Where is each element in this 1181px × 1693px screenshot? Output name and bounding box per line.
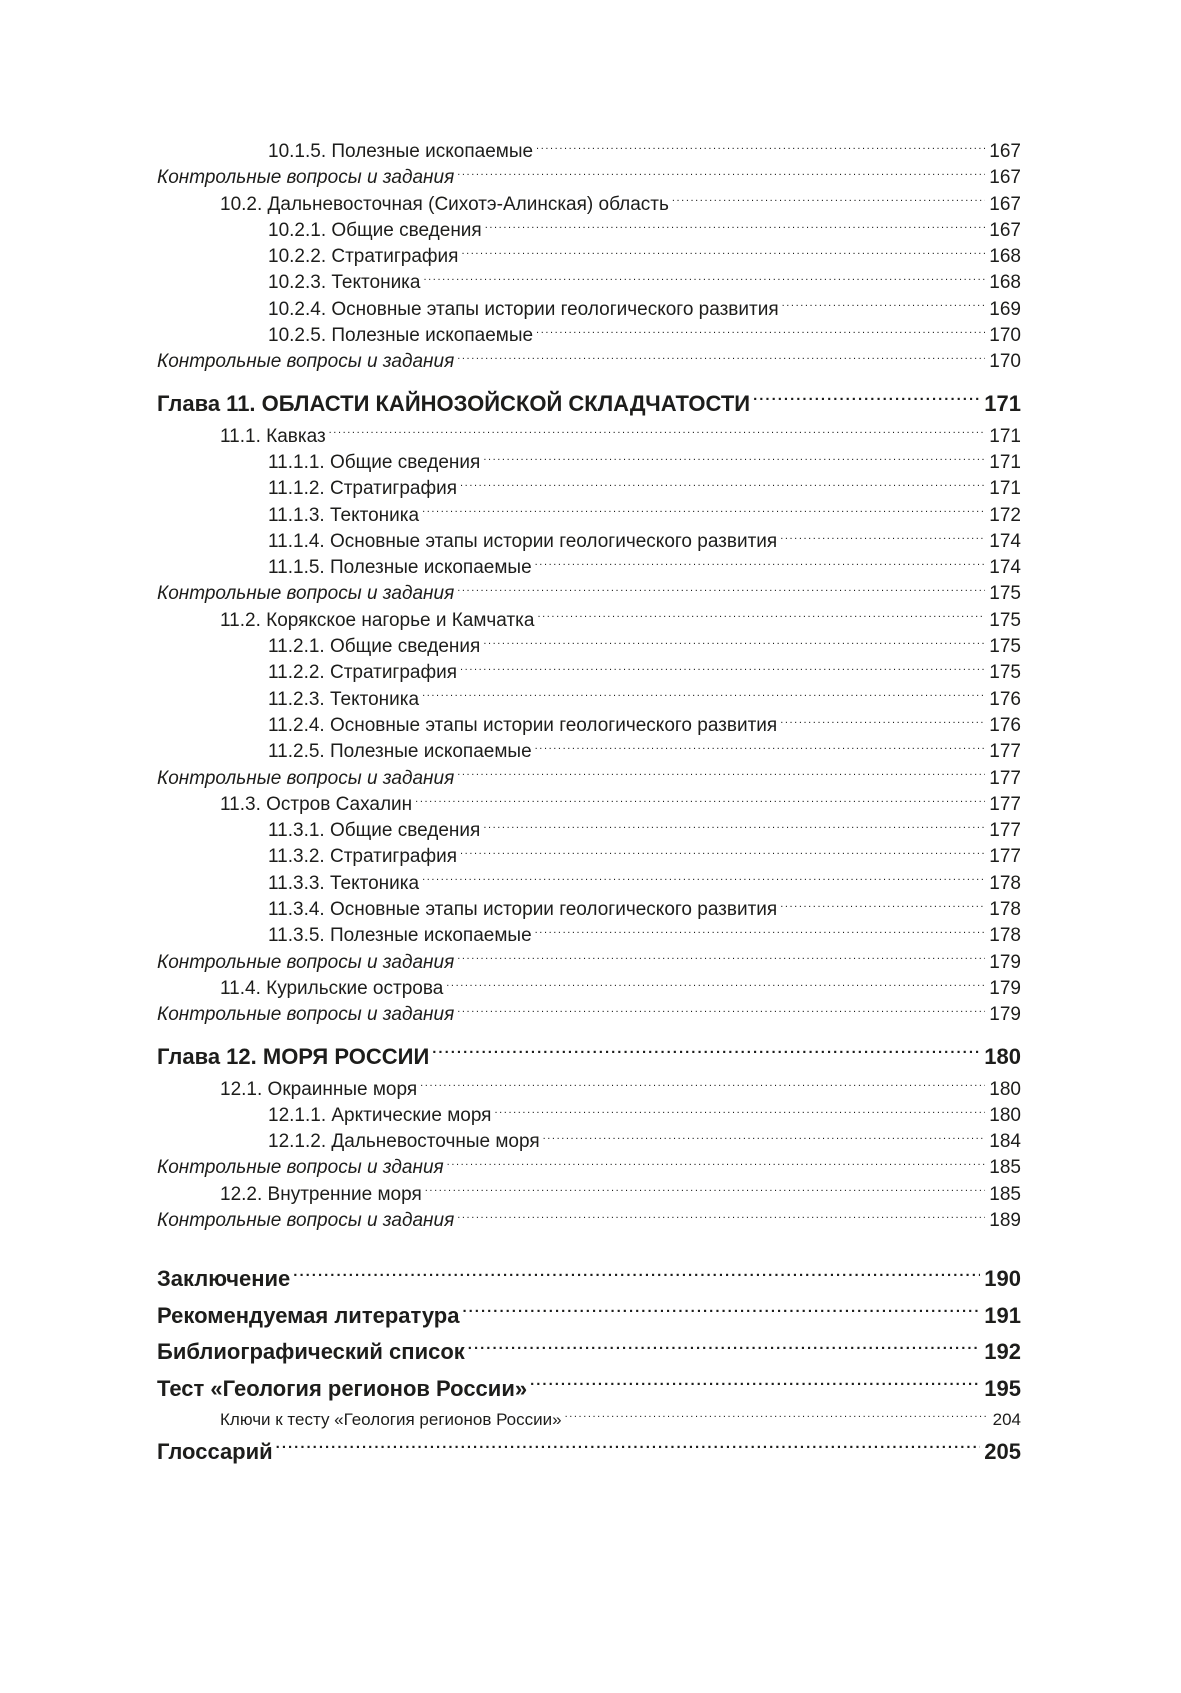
toc-entry[interactable] xyxy=(157,528,1021,554)
toc-entry[interactable] xyxy=(157,922,1021,948)
toc-entry[interactable] xyxy=(157,1434,1021,1471)
page-number: 167 xyxy=(989,193,1021,215)
leader-dots xyxy=(423,269,985,288)
entry-title: 11.3.4. Основные этапы истории геологического развития xyxy=(268,899,778,921)
toc-entry[interactable] xyxy=(157,191,1021,217)
leader-dots xyxy=(293,1264,980,1286)
entry-title: Тест «Геология регионов России» xyxy=(157,1375,528,1401)
page-number: 170 xyxy=(989,325,1021,347)
page-number: 180 xyxy=(989,1104,1021,1126)
page-number: 176 xyxy=(989,688,1021,710)
page-number: 177 xyxy=(989,820,1021,842)
page-number: 174 xyxy=(989,557,1021,579)
entry-title: Контрольные вопросы и здания xyxy=(157,1157,444,1179)
entry-title: 12.2. Внутренние моря xyxy=(220,1183,422,1205)
leader-dots xyxy=(460,843,985,862)
leader-dots xyxy=(457,348,985,367)
leader-dots xyxy=(420,1076,985,1095)
toc-entry[interactable] xyxy=(157,580,1021,606)
page-number: 175 xyxy=(989,609,1021,631)
entry-title: 11.3.2. Стратиграфия xyxy=(268,846,458,868)
leader-dots xyxy=(447,1154,986,1173)
page-number: 175 xyxy=(989,636,1021,658)
toc-entry[interactable] xyxy=(157,949,1021,975)
toc-back-matter xyxy=(157,1261,1021,1470)
entry-title: 11.3.1. Общие сведения xyxy=(268,820,481,842)
toc-entry[interactable] xyxy=(157,243,1021,269)
toc-entry[interactable] xyxy=(157,322,1021,348)
toc-chapter-11[interactable] xyxy=(157,385,1021,423)
leader-dots xyxy=(460,659,985,678)
leader-dots xyxy=(457,765,985,784)
entry-title: 10.2.4. Основные этапы истории геологического развития xyxy=(268,298,779,320)
toc-entry[interactable] xyxy=(157,554,1021,580)
toc-chapter-12[interactable] xyxy=(157,1038,1021,1076)
leader-dots xyxy=(483,449,985,468)
leader-dots xyxy=(536,138,985,157)
page-number: 177 xyxy=(989,793,1021,815)
entry-title: 11.3.3. Тектоника xyxy=(268,872,420,894)
leader-dots xyxy=(457,164,985,183)
toc-entry[interactable] xyxy=(157,138,1021,164)
entry-title: 11.2.5. Полезные ископаемые xyxy=(268,741,532,763)
entry-title: Контрольные вопросы и задания xyxy=(157,351,455,373)
entry-title: 11.2.1. Общие сведения xyxy=(268,636,481,658)
entry-title: 11.1.2. Стратиграфия xyxy=(268,478,458,500)
toc-entry[interactable] xyxy=(157,765,1021,791)
toc-entry[interactable] xyxy=(157,686,1021,712)
entry-title: Рекомендуемая литература xyxy=(157,1302,460,1328)
page-number: 177 xyxy=(989,767,1021,789)
page-number: 178 xyxy=(989,872,1021,894)
leader-dots xyxy=(329,423,986,442)
toc-entry[interactable] xyxy=(157,791,1021,817)
page-number: 171 xyxy=(989,425,1021,447)
leader-dots xyxy=(461,243,985,262)
leader-dots xyxy=(535,922,986,941)
page-number: 180 xyxy=(989,1078,1021,1100)
page-number: 167 xyxy=(989,219,1021,241)
toc-entry[interactable] xyxy=(157,502,1021,528)
leader-dots xyxy=(780,712,985,731)
toc-entry[interactable] xyxy=(157,1102,1021,1128)
page-number: 189 xyxy=(989,1209,1021,1231)
leader-dots xyxy=(782,296,986,315)
leader-dots xyxy=(276,1437,981,1459)
page-number: 195 xyxy=(984,1375,1021,1401)
entry-title: 11.2. Корякское нагорье и Камчатка xyxy=(220,609,535,631)
page-number: 185 xyxy=(989,1183,1021,1205)
leader-dots xyxy=(432,1042,980,1064)
entry-title: 12.1.1. Арктические моря xyxy=(268,1104,492,1126)
toc-entry[interactable] xyxy=(157,269,1021,295)
page-number: 170 xyxy=(989,351,1021,373)
entry-title: 10.2.2. Стратиграфия xyxy=(268,246,459,268)
entry-title: 11.4. Курильские острова xyxy=(220,977,444,999)
toc-entry[interactable] xyxy=(157,843,1021,869)
entry-title: 12.1.2. Дальневосточные моря xyxy=(268,1131,540,1153)
page-number: 177 xyxy=(989,846,1021,868)
entry-title: 11.2.4. Основные этапы истории геологического развития xyxy=(268,714,778,736)
page-number: 176 xyxy=(989,714,1021,736)
leader-dots xyxy=(535,738,986,757)
leader-dots xyxy=(457,949,985,968)
entry-title: Контрольные вопросы и задания xyxy=(157,951,455,973)
leader-dots xyxy=(446,975,985,994)
entry-title: Контрольные вопросы и задания xyxy=(157,1004,455,1026)
entry-title: Контрольные вопросы и задания xyxy=(157,167,455,189)
page-number: 192 xyxy=(984,1339,1021,1365)
entry-title: 11.1. Кавказ xyxy=(220,425,326,447)
entry-title: 10.2. Дальневосточная (Сихотэ-Алинская) область xyxy=(220,193,669,215)
toc-entry[interactable] xyxy=(157,1371,1021,1408)
leader-dots xyxy=(543,1128,986,1147)
page-number: 169 xyxy=(989,298,1021,320)
toc-entry[interactable] xyxy=(157,633,1021,659)
leader-dots xyxy=(460,475,985,494)
page-number: 179 xyxy=(989,1004,1021,1026)
page-number: 168 xyxy=(989,246,1021,268)
page-number: 174 xyxy=(989,530,1021,552)
entry-title: 10.2.3. Тектоника xyxy=(268,272,421,294)
page-number: 171 xyxy=(984,390,1021,416)
toc-entry[interactable] xyxy=(157,475,1021,501)
toc-entry[interactable] xyxy=(157,348,1021,374)
toc-entry[interactable] xyxy=(157,1261,1021,1298)
entry-title: 11.1.3. Тектоника xyxy=(268,504,420,526)
entry-title: 11.2.3. Тектоника xyxy=(268,688,420,710)
leader-dots xyxy=(780,528,985,547)
entry-title: 11.1.4. Основные этапы истории геологического развития xyxy=(268,530,778,552)
toc-entry[interactable] xyxy=(157,712,1021,738)
toc-section-chapter11 xyxy=(157,423,1021,1028)
leader-dots xyxy=(483,633,985,652)
page-number: 178 xyxy=(989,899,1021,921)
page-number: 204 xyxy=(992,1410,1021,1430)
page-number: 185 xyxy=(989,1157,1021,1179)
toc-entry[interactable] xyxy=(157,659,1021,685)
page-number: 205 xyxy=(984,1438,1021,1464)
page-number: 179 xyxy=(989,951,1021,973)
toc-entry[interactable] xyxy=(157,975,1021,1001)
page-number: 190 xyxy=(984,1266,1021,1292)
leader-dots xyxy=(565,1408,989,1425)
page-number: 168 xyxy=(989,272,1021,294)
leader-dots xyxy=(422,502,985,521)
page-number: 180 xyxy=(984,1043,1021,1069)
toc-entry[interactable] xyxy=(157,164,1021,190)
toc-entry[interactable] xyxy=(157,1128,1021,1154)
leader-dots xyxy=(530,1374,980,1396)
page-number: 171 xyxy=(989,451,1021,473)
entry-title: Библиографический список xyxy=(157,1339,465,1365)
toc-entry[interactable] xyxy=(157,870,1021,896)
entry-title: 11.1.5. Полезные ископаемые xyxy=(268,557,532,579)
leader-dots xyxy=(535,554,986,573)
leader-dots xyxy=(485,217,986,236)
entry-title: 10.2.5. Полезные ископаемые xyxy=(268,325,534,347)
entry-title: 10.1.5. Полезные ископаемые xyxy=(268,141,534,162)
page-number: 167 xyxy=(989,141,1021,162)
page-number: 167 xyxy=(989,167,1021,189)
toc-entry[interactable] xyxy=(157,817,1021,843)
page-number: 172 xyxy=(989,504,1021,526)
leader-dots xyxy=(457,580,985,599)
toc-entry[interactable] xyxy=(157,217,1021,243)
entry-title: Глоссарий xyxy=(157,1438,273,1464)
entry-title: Контрольные вопросы и задания xyxy=(157,583,455,605)
entry-title: 11.1.1. Общие сведения xyxy=(268,451,481,473)
toc-entry[interactable] xyxy=(157,1181,1021,1207)
leader-dots xyxy=(457,1001,985,1020)
page-number: 177 xyxy=(989,741,1021,763)
entry-title: Контрольные вопросы и задания xyxy=(157,1209,455,1231)
page-number: 175 xyxy=(989,662,1021,684)
leader-dots xyxy=(468,1337,980,1359)
toc-entry[interactable] xyxy=(157,607,1021,633)
leader-dots xyxy=(753,389,980,411)
page-number: 184 xyxy=(989,1131,1021,1153)
leader-dots xyxy=(415,791,985,810)
table-of-contents xyxy=(157,138,1021,1470)
page-number: 191 xyxy=(984,1302,1021,1328)
leader-dots xyxy=(457,1207,985,1226)
page-number: 178 xyxy=(989,925,1021,947)
toc-section-chapter10-end xyxy=(157,138,1021,375)
toc-entry[interactable] xyxy=(157,896,1021,922)
entry-title: 12.1. Окраинные моря xyxy=(220,1078,418,1100)
entry-title: 11.2.2. Стратиграфия xyxy=(268,662,458,684)
toc-entry[interactable] xyxy=(157,1207,1021,1233)
toc-entry[interactable] xyxy=(157,296,1021,322)
leader-dots xyxy=(672,191,985,210)
leader-dots xyxy=(422,870,985,889)
leader-dots xyxy=(537,607,985,626)
entry-title: Контрольные вопросы и задания xyxy=(157,767,455,789)
entry-title: 11.3. Остров Сахалин xyxy=(220,793,413,815)
leader-dots xyxy=(425,1181,986,1200)
toc-entry[interactable] xyxy=(157,1334,1021,1371)
leader-dots xyxy=(422,686,985,705)
entry-title: Заключение xyxy=(157,1266,291,1292)
leader-dots xyxy=(462,1301,980,1323)
leader-dots xyxy=(780,896,985,915)
leader-dots xyxy=(536,322,985,341)
toc-entry[interactable] xyxy=(157,1407,1021,1433)
toc-entry[interactable] xyxy=(157,1298,1021,1335)
entry-title: 11.3.5. Полезные ископаемые xyxy=(268,925,532,947)
toc-entry[interactable] xyxy=(157,449,1021,475)
leader-dots xyxy=(494,1102,985,1121)
toc-entry[interactable] xyxy=(157,1001,1021,1027)
entry-title: Ключи к тесту «Геология регионов России» xyxy=(220,1410,562,1430)
toc-entry[interactable] xyxy=(157,1076,1021,1102)
page-number: 179 xyxy=(989,977,1021,999)
toc-entry[interactable] xyxy=(157,1154,1021,1180)
chapter-title: Глава 12. МОРЯ РОССИИ xyxy=(157,1043,430,1069)
chapter-title: Глава 11. ОБЛАСТИ КАЙНОЗОЙСКОЙ СКЛАДЧАТОСТИ xyxy=(157,390,751,416)
toc-section-chapter12 xyxy=(157,1076,1021,1234)
toc-entry[interactable] xyxy=(157,738,1021,764)
page-number: 175 xyxy=(989,583,1021,605)
entry-title: 10.2.1. Общие сведения xyxy=(268,219,482,241)
page-number: 171 xyxy=(989,478,1021,500)
toc-entry[interactable] xyxy=(157,423,1021,449)
leader-dots xyxy=(483,817,985,836)
